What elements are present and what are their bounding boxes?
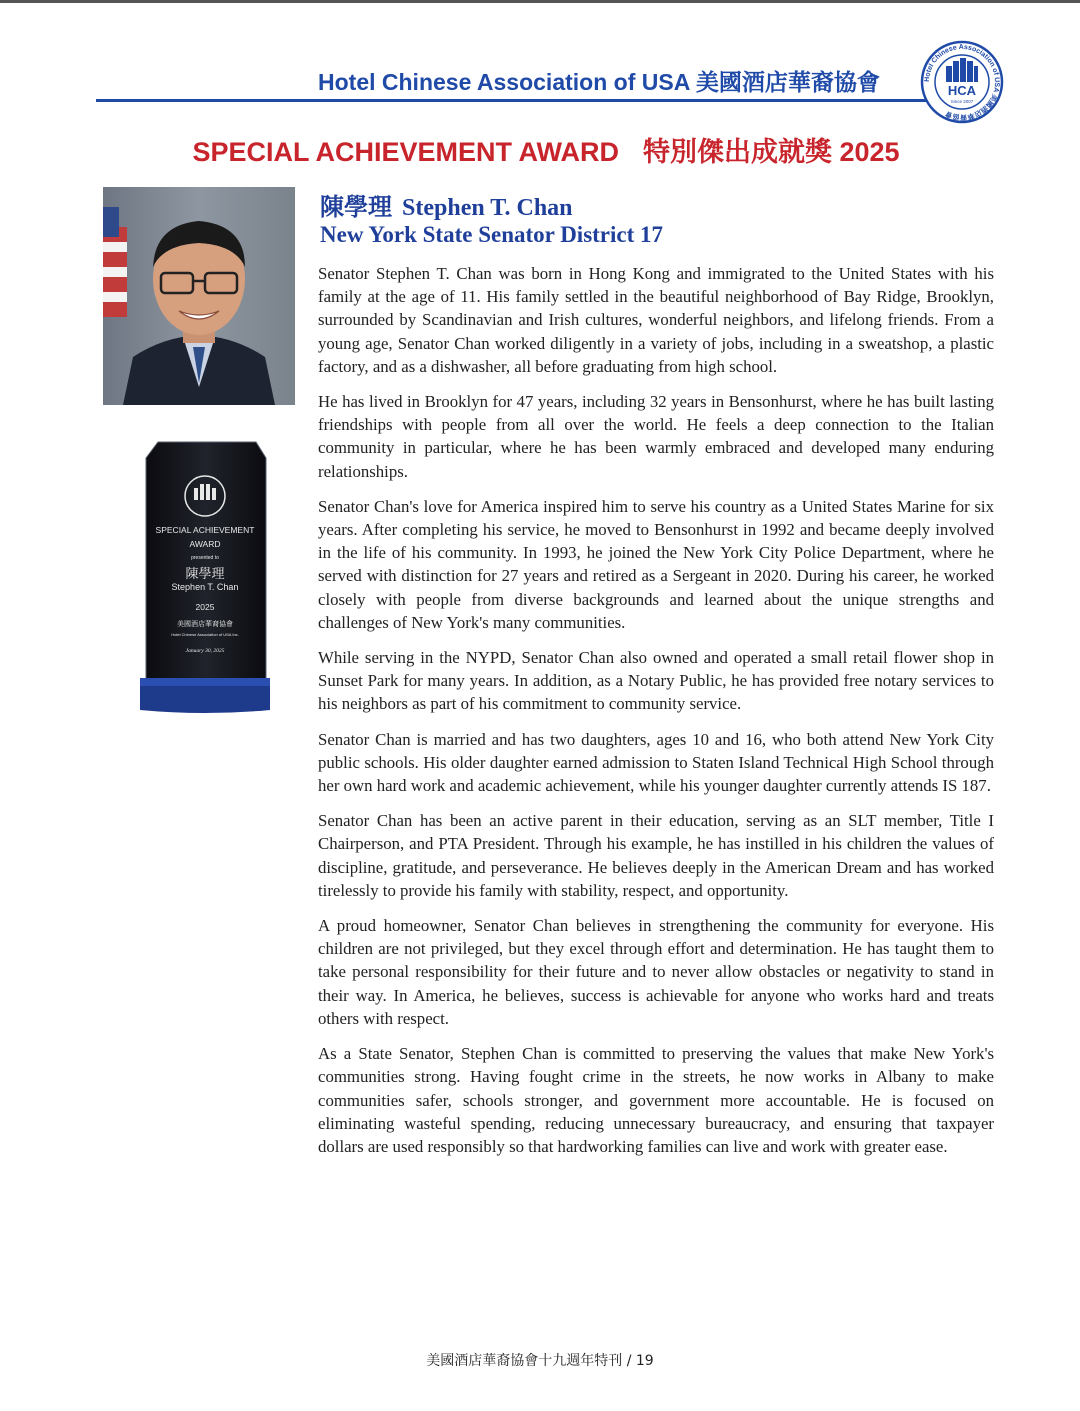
trophy-line3: presented to (191, 555, 219, 561)
hca-seal-logo (920, 40, 1004, 124)
footer-separator: / (626, 1353, 632, 1369)
bio-paragraph: Senator Chan is married and has two daughters, ages 10 and 16, who both attend New York City public schools. His older daughter earned admission to Staten Island Technical High School through her own hard work and academic achievement, while his younger daughter currently attends IS 187. (318, 729, 994, 796)
trophy-year: 2025 (195, 602, 215, 612)
bio-paragraph: Senator Chan's love for America inspired him to serve his country as a United States Marine for six years. After completing his service, he moved to Bensonhurst in 1992 and became deeply involved in the life of his community. In 1993, he joined the New York City Police Department, where he served with distinction for 27 years and retired as a Sergeant in 2020. During his career, he worked closely with people from diverse backgrounds and learned about the unique strengths and challenges of New York's many communities. (318, 496, 994, 632)
award-trophy-image (138, 438, 272, 716)
footer-publication: 美國酒店華裔協會十九週年特刊 (426, 1353, 623, 1369)
honoree-name (320, 187, 573, 222)
page-footer (0, 1350, 1080, 1370)
honoree-portrait-photo (103, 187, 295, 405)
award-title-zh: 特別傑出成就獎 2025 (642, 137, 900, 167)
honoree-name-en: Stephen T. Chan (402, 195, 573, 221)
award-title (0, 130, 1080, 169)
bio-paragraph: A proud homeowner, Senator Chan believes in strengthening the community for everyone. His children are not privileged, but they excel through effort and determination. He has taught them to take personal responsibility for their future and to never allow obstacles or negativity to stand in their way. In America, he believes, success is achievable for anyone who works hard and treats others with respect. (318, 916, 994, 1028)
footer-page-number: 19 (635, 1353, 654, 1369)
trophy-line2: AWARD (189, 539, 221, 549)
seal-initials: HCA (947, 83, 977, 98)
trophy-line1: SPECIAL ACHIEVEMENT (155, 525, 255, 535)
trophy-date: January 30, 2025 (185, 648, 225, 654)
trophy-name-en: Stephen T. Chan (171, 582, 239, 592)
bio-paragraph: He has lived in Brooklyn for 47 years, including 32 years in Bensonhurst, where he has built lasting friendships with people from all over the world. He feels a deep connection to the Italian community in particular, where he has been warmly embraced and developed many enduring relationships. (318, 392, 994, 481)
honoree-name-zh: 陳學理 (320, 195, 392, 221)
trophy-org-zh: 美國酒店華裔協會 (177, 620, 233, 628)
award-title-en: SPECIAL ACHIEVEMENT AWARD (192, 137, 619, 167)
seal-ring-text: Hotel Chinese Association of USA 美國酒店華裔協會 (923, 43, 1001, 121)
header-org-name: Hotel Chinese Association of USA 美國酒店華裔協會 (318, 69, 880, 95)
trophy-org-en: Hotel Chinese Association of USA Inc. (171, 632, 239, 637)
header-divider (96, 99, 946, 102)
bio-paragraph: While serving in the NYPD, Senator Chan also owned and operated a small retail flower shop in Sunset Park for many years. In addition, as a Notary Public, he has provided free notary services to his neighbors as part of his commitment to community service. (318, 648, 994, 714)
seal-since: Since 2007 (950, 99, 974, 104)
bio-paragraph: Senator Chan has been an active parent in their education, serving as an SLT member, Title I Chairperson, and PTA President. Through his example, he has instilled in his children the values of discipline, gratitude, and perseverance. He believes deeply in the American Dream and has worked tirelessly to provide his family with stability, respect, and opportunity. (318, 811, 994, 900)
biography-text (318, 262, 994, 1170)
page-top-border (0, 0, 1080, 3)
honoree-office: New York State Senator District 17 (320, 222, 664, 247)
trophy-name-zh: 陳學理 (185, 567, 225, 582)
bio-paragraph: Senator Stephen T. Chan was born in Hong Kong and immigrated to the United States with his family at the age of 11. His family settled in the beautiful neighborhood of Bay Ridge, Brooklyn, surrounded by Scandinavian and Irish cultures, wonderful neighbors, and lifelong friends. From a young age, Senator Chan worked diligently in a variety of jobs, including in a sweatshop, a plastic factory, and as a dishwasher, all before graduating from high school. (318, 264, 994, 376)
bio-paragraph: As a State Senator, Stephen Chan is committed to preserving the values that make New York's communities strong. Having fought crime in the streets, he now works in Albany to make communities safer, schools stronger, and government more accountable. He is focused on eliminating wasteful spending, reducing unnecessary bureaucracy, and ensuring that taxpayer dollars are used responsibly so that hardworking families can live and work with greater ease. (318, 1044, 994, 1156)
